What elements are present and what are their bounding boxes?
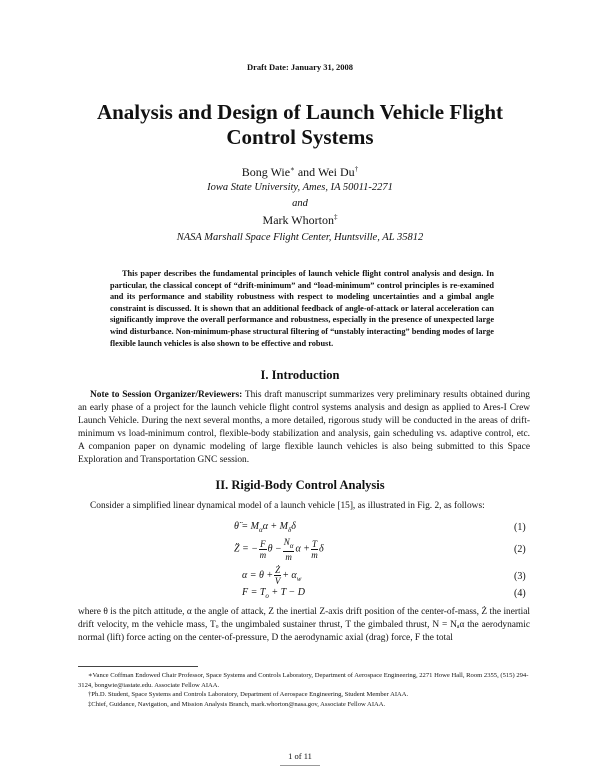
author-du: Wei Du [317,165,355,179]
author-line-1 [0,165,600,180]
author-mark: † [354,165,359,173]
author-wie: Bong Wie [241,165,291,179]
equation-3: α = θ + $\frac{Ż}{V}$ + $\alpha_w$ [242,565,302,586]
footnotes [78,671,536,709]
equation-4: $F = T_o + T - D$ [242,587,306,600]
page-number-rule [280,765,320,766]
rigid-body-definitions [78,606,530,645]
author-line-2 [0,213,600,228]
footnote-1: ∗Vance Coffman Endowed Chair Professor, Space Systems and Controls Laboratory, Department of Aerospace Engineering, 2271 Howe Hall, Room 2355, (515) 294-3124, bongwie@iastate.edu. Associate Fellow AIAA. [78,672,529,689]
author-mark: ∗ [290,165,295,173]
equation-2: Z̈ = − $\frac{F}{m}$ θ − $\frac{N_\alpha}{m}$ α + $\frac{T}{m}$ δ [234,537,324,562]
rigid-body-intro-text: Consider a simplified linear dynamical model of a launch vehicle [15], as illustrated in Fig. 2, as follows: [90,501,485,511]
equation-3-number: (3) [514,571,526,582]
equation-1-number: (1) [514,522,526,533]
page-number: 1 of 11 [288,751,312,761]
intro-paragraph [78,389,530,468]
equation-1: θ̈ = $M_\alpha\alpha + M_\delta\delta$ [234,521,296,534]
author-whorton: Mark Whorton [262,213,334,227]
author-mark: ‡ [333,213,338,221]
equation-2-number: (2) [514,544,526,555]
rigid-body-intro [78,500,530,513]
title-line-2: Control Systems [226,125,374,149]
affiliation-and: and [292,198,308,209]
affiliation-nasa: NASA Marshall Space Flight Center, Huntsville, AL 35812 [176,232,424,243]
title-line-1: Analysis and Design of Launch Vehicle Flight [96,100,504,124]
draft-date: Draft Date: January 31, 2008 [247,62,353,72]
equation-4-number: (4) [514,588,526,599]
section-2-heading: II. Rigid-Body Control Analysis [215,478,385,492]
footnote-2: †Ph.D. Student, Space Systems and Controls Laboratory, Department of Aerospace Engineering, Student Member AIAA. [88,691,409,699]
intro-lead: Note to Session Organizer/Reviewers: [90,390,243,400]
definitions-text: where θ is the pitch attitude, α the angle of attack, Z the inertial Z-axis drift position of the center-of-mass, Ż the inertial drift velocity, m the vehicle mass, Tₒ the ungimbaled sustainer thrust, T the gimbaled thrust, N = Nₐα the aerodynamic normal (lift) force acting on the center-of-pressure, D the aerodynamic axial (drag) force, F the total [78,607,530,644]
author-and: and [297,165,316,179]
abstract-text: This paper describes the fundamental principles of launch vehicle flight control analysis and design. In particular, the classical concept of “drift-minimum” and “load-minimum” control principles is re-examined and its performance and stability robustness with respect to modeling uncertainties and a gimbal angle constraint is discussed. It is shown that an additional feedback of angle-of-attack or lateral acceleration can significantly improve the overall performance and robustness, especially in the presence of unexpected large wind disturbance. Non-minimum-phase structural filtering of “unstably interacting” bending modes of large flexible launch vehicles is also shown to be effective and robust. [110,269,494,348]
abstract [110,268,494,349]
footnote-3: ‡Chief, Guidance, Navigation, and Mission Analysis Branch, mark.whorton@nasa.gov, Associate Fellow AIAA. [88,700,386,708]
affiliation-iowa: Iowa State University, Ames, IA 50011-2271 [207,182,393,193]
paper-title [0,100,600,150]
footnote-rule [78,666,198,667]
section-1-heading: I. Introduction [260,368,340,382]
intro-text: This draft manuscript summarizes very preliminary results obtained during an early phase of a project for the launch vehicle flight control systems analysis and design as applied to Ares-I Crew Launch Vehicle. During the next several months, a more detailed, rigorous study will be conducted in the areas of drift-minimum vs load-minimum control, flexible-body stabilization and analysis, gain scheduling vs. adaptive control, etc. A companion paper on dynamic modeling of large flexible launch vehicles is also being submitted to this Space Exploration and Transportation GNC session. [78,390,530,466]
